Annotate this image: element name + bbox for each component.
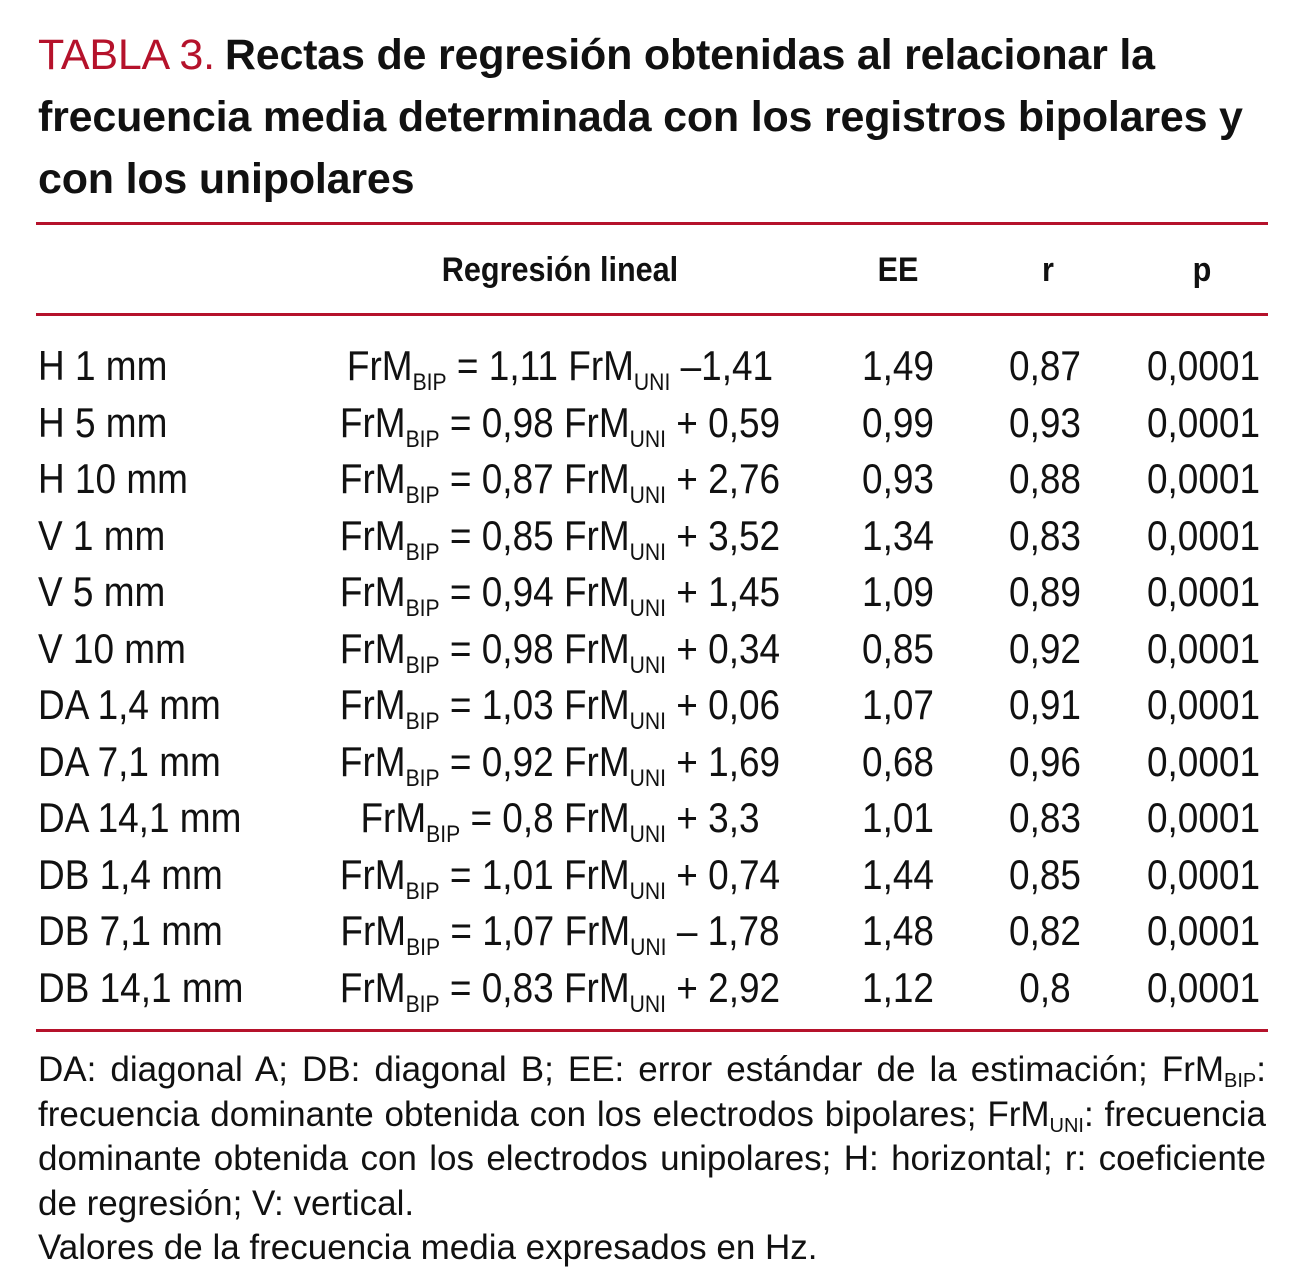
eq-slope: 0,98 bbox=[481, 398, 554, 446]
ee-value: 0,99 bbox=[862, 398, 934, 446]
eq-rhs-sub: UNI bbox=[629, 821, 667, 848]
eq-rhs-var: FrM bbox=[563, 455, 630, 502]
table-row bbox=[0, 451, 1302, 508]
footnote-text-3: : frecuencia dominante obtenida con los electrodos unipolares; H: horizontal; r: coeficiente de regresión; V: vertical. bbox=[38, 1094, 1266, 1223]
p-value: 0,0001 bbox=[1146, 907, 1260, 954]
eq-rhs-var: FrM bbox=[563, 511, 630, 559]
eq-slope: 0,87 bbox=[481, 455, 554, 502]
bottom-rule bbox=[36, 1029, 1268, 1032]
row-label: H 10 mm bbox=[38, 455, 188, 502]
ee-value: 0,68 bbox=[862, 737, 934, 785]
table-body bbox=[0, 338, 1302, 1016]
eq-rhs-sub: UNI bbox=[629, 764, 667, 792]
p-value: 0,0001 bbox=[1146, 398, 1260, 446]
row-label: DA 7,1 mm bbox=[38, 737, 221, 785]
ee-value: 1,12 bbox=[862, 963, 934, 1011]
r-value: 0,87 bbox=[1009, 342, 1081, 389]
p-value: 0,0001 bbox=[1146, 794, 1260, 841]
p-value: 0,0001 bbox=[1146, 455, 1260, 502]
eq-lhs-sub: BIP bbox=[405, 538, 440, 566]
eq-rhs-var: FrM bbox=[564, 907, 631, 954]
regression-equation: FrM$_{BIP}$ = 0,87 FrM$_{UNI}$ + 2,76 bbox=[339, 455, 781, 509]
r-value: 0,89 bbox=[1009, 568, 1081, 615]
eq-rhs-sub: UNI bbox=[629, 538, 667, 566]
eq-intercept: + 0,06 bbox=[676, 681, 781, 728]
eq-rhs-sub: UNI bbox=[629, 425, 667, 453]
table-row bbox=[0, 338, 1302, 395]
table-row bbox=[0, 621, 1302, 678]
eq-intercept: – 1,78 bbox=[676, 907, 780, 954]
table-row bbox=[0, 677, 1302, 734]
eq-slope: 0,8 bbox=[502, 794, 554, 841]
table-label: TABLA 3. bbox=[38, 31, 215, 79]
ee-value: 1,01 bbox=[862, 794, 934, 841]
eq-slope: 0,85 bbox=[481, 511, 554, 559]
eq-intercept: + 2,92 bbox=[676, 963, 781, 1011]
header-r: r bbox=[1042, 251, 1054, 289]
eq-lhs-sub: BIP bbox=[405, 708, 440, 735]
ee-value: 1,34 bbox=[862, 511, 934, 559]
eq-rhs-sub: UNI bbox=[629, 595, 667, 622]
eq-lhs: FrM bbox=[340, 907, 407, 954]
eq-rhs-var: FrM bbox=[563, 963, 630, 1011]
top-rule bbox=[36, 222, 1268, 225]
row-label: DB 14,1 mm bbox=[38, 963, 244, 1011]
eq-lhs: FrM bbox=[360, 794, 427, 841]
table-row bbox=[0, 395, 1302, 452]
table-row bbox=[0, 790, 1302, 847]
eq-intercept: + 3,3 bbox=[676, 794, 760, 841]
eq-lhs-sub: BIP bbox=[412, 369, 447, 396]
row-label: H 5 mm bbox=[38, 398, 168, 446]
eq-lhs: FrM bbox=[339, 737, 406, 785]
eq-rhs-var: FrM bbox=[568, 342, 634, 389]
abbreviations-note bbox=[38, 1048, 1266, 1226]
p-value: 0,0001 bbox=[1146, 624, 1260, 672]
r-value: 0,8 bbox=[1019, 963, 1071, 1011]
footnote-sub-uni: UNI bbox=[1049, 1114, 1084, 1137]
eq-lhs: FrM bbox=[339, 455, 406, 502]
eq-rhs-sub: UNI bbox=[630, 934, 667, 961]
eq-slope: 1,01 bbox=[481, 850, 554, 898]
row-label: DA 14,1 mm bbox=[38, 794, 242, 841]
table-title bbox=[38, 24, 1268, 210]
table-row bbox=[0, 734, 1302, 791]
ee-value: 1,49 bbox=[862, 342, 934, 389]
ee-value: 1,44 bbox=[862, 850, 934, 898]
eq-rhs-var: FrM bbox=[563, 737, 630, 785]
table-row bbox=[0, 903, 1302, 960]
eq-rhs-var: FrM bbox=[563, 850, 630, 898]
eq-rhs-var: FrM bbox=[563, 681, 630, 728]
table-row bbox=[0, 847, 1302, 904]
r-value: 0,82 bbox=[1009, 907, 1081, 954]
row-label: DB 7,1 mm bbox=[38, 907, 223, 954]
table-row bbox=[0, 564, 1302, 621]
eq-intercept: –1,41 bbox=[680, 342, 774, 389]
eq-slope: 0,94 bbox=[481, 568, 554, 615]
eq-rhs-sub: UNI bbox=[629, 482, 667, 509]
eq-slope: 0,92 bbox=[481, 737, 554, 785]
table-caption: Rectas de regresión obtenidas al relacionar la frecuencia media determinada con los registros bipolares y con los unipolares bbox=[38, 31, 1243, 203]
eq-rhs-var: FrM bbox=[563, 624, 630, 672]
eq-rhs-sub: UNI bbox=[629, 990, 667, 1018]
r-value: 0,85 bbox=[1009, 850, 1081, 898]
footnote-text-2: : frecuencia dominante obtenida con los electrodos bipolares; FrM bbox=[38, 1050, 1266, 1134]
regression-equation: FrM$_{BIP}$ = 0,98 FrM$_{UNI}$ + 0,59 bbox=[339, 398, 781, 453]
eq-slope: 0,83 bbox=[481, 963, 554, 1011]
eq-intercept: + 0,34 bbox=[676, 624, 781, 672]
eq-lhs-sub: BIP bbox=[405, 425, 440, 453]
r-value: 0,92 bbox=[1009, 624, 1081, 672]
p-value: 0,0001 bbox=[1146, 511, 1260, 559]
eq-lhs-sub: BIP bbox=[405, 482, 440, 509]
row-label: DA 1,4 mm bbox=[38, 681, 221, 728]
regression-equation: FrM$_{BIP}$ = 1,07 FrM$_{UNI}$ – 1,78 bbox=[340, 907, 780, 961]
header-ee: EE bbox=[877, 251, 919, 289]
regression-equation: FrM$_{BIP}$ = 0,8 FrM$_{UNI}$ + 3,3 bbox=[360, 794, 760, 848]
ee-value: 1,48 bbox=[862, 907, 934, 954]
eq-lhs-sub: BIP bbox=[405, 764, 440, 792]
ee-value: 0,93 bbox=[862, 455, 934, 502]
eq-rhs-sub: UNI bbox=[629, 651, 667, 679]
regression-equation: FrM$_{BIP}$ = 1,01 FrM$_{UNI}$ + 0,74 bbox=[339, 850, 781, 905]
row-label: DB 1,4 mm bbox=[38, 850, 223, 898]
eq-slope: 1,03 bbox=[481, 681, 554, 728]
footnote-sub-bip: BIP bbox=[1224, 1070, 1257, 1092]
eq-slope: 1,11 bbox=[488, 342, 558, 389]
header-regression: Regresión lineal bbox=[441, 251, 679, 289]
p-value: 0,0001 bbox=[1146, 737, 1260, 785]
r-value: 0,83 bbox=[1009, 511, 1081, 559]
ee-value: 1,09 bbox=[862, 568, 934, 615]
header-p: p bbox=[1192, 251, 1212, 289]
eq-lhs-sub: BIP bbox=[406, 934, 441, 961]
ee-value: 0,85 bbox=[862, 624, 934, 672]
row-label: V 5 mm bbox=[38, 568, 166, 615]
eq-slope: 0,98 bbox=[481, 624, 554, 672]
table-footnote bbox=[38, 1048, 1266, 1271]
regression-equation: FrM$_{BIP}$ = 0,94 FrM$_{UNI}$ + 1,45 bbox=[339, 568, 781, 622]
p-value: 0,0001 bbox=[1146, 963, 1260, 1011]
eq-intercept: + 0,59 bbox=[676, 398, 781, 446]
r-value: 0,91 bbox=[1009, 681, 1081, 728]
ee-value: 1,07 bbox=[862, 681, 934, 728]
p-value: 0,0001 bbox=[1146, 342, 1260, 389]
eq-rhs-sub: UNI bbox=[633, 369, 671, 396]
row-label: V 10 mm bbox=[38, 624, 186, 672]
eq-lhs-sub: BIP bbox=[405, 595, 440, 622]
eq-intercept: + 1,69 bbox=[676, 737, 781, 785]
eq-intercept: + 0,74 bbox=[676, 850, 781, 898]
regression-equation: FrM$_{BIP}$ = 1,03 FrM$_{UNI}$ + 0,06 bbox=[339, 681, 781, 735]
regression-equation: FrM$_{BIP}$ = 0,92 FrM$_{UNI}$ + 1,69 bbox=[339, 737, 781, 792]
eq-lhs-sub: BIP bbox=[405, 877, 440, 905]
regression-equation: FrM$_{BIP}$ = 1,11 FrM$_{UNI}$ –1,41 bbox=[346, 342, 774, 396]
eq-intercept: + 3,52 bbox=[676, 511, 781, 559]
eq-rhs-var: FrM bbox=[563, 794, 630, 841]
eq-rhs-sub: UNI bbox=[629, 877, 667, 905]
footnote-text-1: DA: diagonal A; DB: diagonal B; EE: error estándar de la estimación; FrM bbox=[38, 1050, 1225, 1089]
units-note: Valores de la frecuencia media expresados en Hz. bbox=[38, 1228, 818, 1267]
row-label: V 1 mm bbox=[38, 511, 166, 559]
row-label: H 1 mm bbox=[38, 342, 168, 389]
r-value: 0,93 bbox=[1009, 398, 1081, 446]
eq-rhs-var: FrM bbox=[563, 568, 630, 615]
p-value: 0,0001 bbox=[1146, 850, 1260, 898]
eq-slope: 1,07 bbox=[482, 907, 555, 954]
header-rule bbox=[36, 313, 1268, 316]
r-value: 0,96 bbox=[1009, 737, 1081, 785]
eq-lhs-sub: BIP bbox=[405, 651, 440, 679]
eq-rhs-sub: UNI bbox=[629, 708, 667, 735]
r-value: 0,88 bbox=[1009, 455, 1081, 502]
r-value: 0,83 bbox=[1009, 794, 1081, 841]
eq-lhs-sub: BIP bbox=[426, 821, 461, 848]
regression-equation: FrM$_{BIP}$ = 0,98 FrM$_{UNI}$ + 0,34 bbox=[339, 624, 781, 679]
eq-intercept: + 2,76 bbox=[676, 455, 781, 502]
regression-equation: FrM$_{BIP}$ = 0,85 FrM$_{UNI}$ + 3,52 bbox=[339, 511, 781, 566]
eq-lhs: FrM bbox=[339, 511, 406, 559]
eq-lhs: FrM bbox=[346, 342, 413, 389]
eq-lhs: FrM bbox=[339, 624, 406, 672]
eq-lhs: FrM bbox=[339, 681, 406, 728]
eq-lhs: FrM bbox=[339, 568, 406, 615]
eq-lhs: FrM bbox=[339, 963, 406, 1011]
table-row bbox=[0, 960, 1302, 1017]
p-value: 0,0001 bbox=[1146, 568, 1260, 615]
table-row bbox=[0, 508, 1302, 565]
eq-lhs: FrM bbox=[339, 850, 406, 898]
p-value: 0,0001 bbox=[1146, 681, 1260, 728]
eq-lhs-sub: BIP bbox=[405, 990, 440, 1018]
eq-intercept: + 1,45 bbox=[676, 568, 781, 615]
eq-lhs: FrM bbox=[339, 398, 406, 446]
eq-rhs-var: FrM bbox=[563, 398, 630, 446]
regression-equation: FrM$_{BIP}$ = 0,83 FrM$_{UNI}$ + 2,92 bbox=[339, 963, 781, 1018]
